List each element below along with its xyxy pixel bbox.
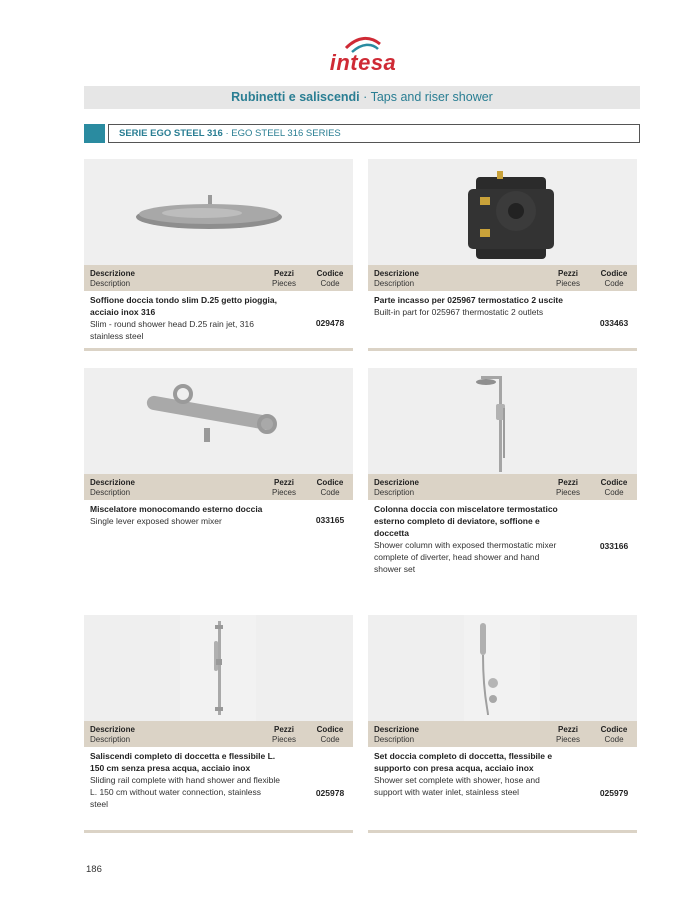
product-desc-en: Sliding rail complete with hand shower and flexible L. 150 cm without water connection, stainless steel	[90, 775, 280, 809]
table-header: Descrizione Description Pezzi Pieces Codice Code	[84, 265, 353, 291]
built-in-box-icon	[368, 159, 637, 265]
product-row	[84, 500, 353, 540]
product-desc-en: Shower column with exposed thermostatic mixer complete of diverter, head shower and hand shower set	[374, 540, 557, 574]
product-desc-en: Shower set complete with shower, hose and support with water inlet, stainless steel	[374, 775, 540, 797]
table-header: Descrizione Description Pezzi Pieces Codice Code	[368, 721, 637, 747]
product-desc-it: Parte incasso per 025967 termostatico 2 uscite	[374, 295, 563, 305]
product-code: 033166	[599, 541, 629, 551]
product-code: 029478	[315, 318, 345, 328]
product-desc-it: Soffione doccia tondo slim D.25 getto pioggia, acciaio inox 316	[90, 295, 278, 317]
page-title	[84, 86, 640, 109]
product-desc-it: Set doccia completo di doccetta, flessibile e supporto con presa acqua, acciaio inox	[374, 751, 553, 773]
brand-logo	[318, 34, 408, 80]
product-image	[368, 159, 637, 265]
divider	[368, 830, 637, 833]
product-code: 025978	[315, 788, 345, 798]
product-desc-en: Slim - round shower head D.25 rain jet, 316 stainless steel	[90, 319, 254, 341]
product-row	[368, 500, 637, 586]
divider	[368, 348, 637, 351]
series-marker	[84, 124, 105, 143]
title-it: Rubinetti e saliscendi	[231, 90, 360, 104]
series-title	[108, 124, 640, 143]
table-header: Descrizione Description Pezzi Pieces Codice Code	[84, 474, 353, 500]
round-shower-head-icon	[84, 159, 353, 265]
product-row	[84, 747, 353, 833]
shower-set-icon	[368, 615, 637, 721]
exposed-mixer-icon	[84, 368, 353, 474]
title-en: Taps and riser shower	[370, 90, 493, 104]
shower-column-icon	[368, 368, 637, 474]
table-header: Descrizione Description Pezzi Pieces Codice Code	[368, 265, 637, 291]
product-code: 033165	[315, 515, 345, 525]
product-image	[368, 615, 637, 721]
title-sep: ·	[359, 90, 371, 104]
sliding-rail-icon	[84, 615, 353, 721]
page-number: 186	[86, 864, 102, 875]
product-image	[84, 368, 353, 474]
divider	[84, 830, 353, 833]
product-desc-it: Miscelatore monocomando esterno doccia	[90, 504, 263, 514]
product-code: 033463	[599, 318, 629, 328]
series-en: EGO STEEL 316 SERIES	[231, 128, 341, 139]
product-code: 025979	[599, 788, 629, 798]
product-image	[84, 615, 353, 721]
product-row	[368, 291, 637, 349]
product-desc-en: Single lever exposed shower mixer	[90, 516, 222, 526]
product-image	[84, 159, 353, 265]
table-header: Descrizione Description Pezzi Pieces Codice Code	[84, 721, 353, 747]
table-header: Descrizione Description Pezzi Pieces Codice Code	[368, 474, 637, 500]
product-desc-en: Built-in part for 025967 thermostatic 2 outlets	[374, 307, 544, 317]
brand-name: intesa	[329, 50, 397, 75]
product-row	[84, 291, 353, 349]
divider	[84, 348, 353, 351]
series-it: SERIE EGO STEEL 316	[119, 128, 223, 139]
series-sep: ·	[222, 128, 232, 139]
product-desc-it: Colonna doccia con miscelatore termostatico esterno completo di deviatore, soffione e doccetta	[374, 504, 558, 538]
product-row	[368, 747, 637, 833]
product-image	[368, 368, 637, 474]
product-desc-it: Saliscendi completo di doccetta e flessibile L. 150 cm senza presa acqua, acciaio inox	[90, 751, 276, 773]
